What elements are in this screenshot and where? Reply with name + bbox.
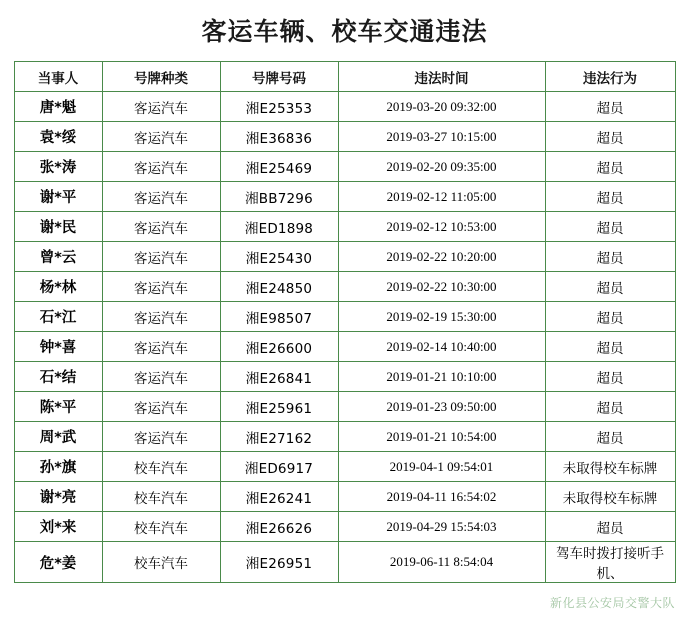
cell-violation-behavior: 未取得校车标牌 — [545, 482, 675, 512]
cell-violation-time: 2019-04-29 15:54:03 — [338, 512, 545, 542]
column-header-party: 当事人 — [14, 62, 102, 92]
cell-party: 谢*亮 — [14, 482, 102, 512]
cell-party: 张*涛 — [14, 152, 102, 182]
cell-violation-behavior: 超员 — [545, 332, 675, 362]
cell-plate-number: 湘E25353 — [220, 92, 338, 122]
table-row — [14, 512, 675, 542]
cell-violation-behavior: 超员 — [545, 92, 675, 122]
cell-violation-behavior: 超员 — [545, 392, 675, 422]
cell-violation-behavior: 超员 — [545, 362, 675, 392]
table-body — [14, 92, 675, 583]
table-row — [14, 212, 675, 242]
cell-plate-type: 校车汽车 — [102, 542, 220, 583]
cell-plate-type: 客运汽车 — [102, 212, 220, 242]
cell-plate-number: 湘E26241 — [220, 482, 338, 512]
cell-party: 曾*云 — [14, 242, 102, 272]
cell-violation-behavior: 驾车时拨打接听手机、 — [545, 542, 675, 583]
cell-plate-number: 湘E36836 — [220, 122, 338, 152]
cell-violation-time: 2019-02-22 10:30:00 — [338, 272, 545, 302]
cell-violation-behavior: 未取得校车标牌 — [545, 452, 675, 482]
cell-plate-number: 湘E98507 — [220, 302, 338, 332]
cell-violation-time: 2019-02-12 11:05:00 — [338, 182, 545, 212]
cell-plate-type: 客运汽车 — [102, 272, 220, 302]
cell-violation-behavior: 超员 — [545, 512, 675, 542]
cell-plate-number: 湘E25961 — [220, 392, 338, 422]
table-row — [14, 302, 675, 332]
column-header-violation-behavior: 违法行为 — [545, 62, 675, 92]
cell-plate-type: 校车汽车 — [102, 482, 220, 512]
table-row — [14, 422, 675, 452]
table-header-row — [14, 62, 675, 92]
column-header-plate-number: 号牌号码 — [220, 62, 338, 92]
cell-plate-type: 客运汽车 — [102, 182, 220, 212]
cell-party: 唐*魁 — [14, 92, 102, 122]
cell-plate-number: 湘E26600 — [220, 332, 338, 362]
cell-violation-behavior: 超员 — [545, 122, 675, 152]
cell-violation-time: 2019-02-19 15:30:00 — [338, 302, 545, 332]
cell-party: 石*江 — [14, 302, 102, 332]
cell-plate-number: 湘E26841 — [220, 362, 338, 392]
cell-violation-time: 2019-02-12 10:53:00 — [338, 212, 545, 242]
cell-violation-behavior: 超员 — [545, 182, 675, 212]
cell-violation-behavior: 超员 — [545, 302, 675, 332]
cell-plate-type: 客运汽车 — [102, 152, 220, 182]
column-header-plate-type: 号牌种类 — [102, 62, 220, 92]
cell-violation-time: 2019-02-22 10:20:00 — [338, 242, 545, 272]
cell-plate-number: 湘E26626 — [220, 512, 338, 542]
table-row — [14, 542, 675, 583]
cell-plate-type: 客运汽车 — [102, 302, 220, 332]
table-row — [14, 182, 675, 212]
cell-party: 孙*旗 — [14, 452, 102, 482]
column-header-violation-time: 违法时间 — [338, 62, 545, 92]
cell-plate-number: 湘ED1898 — [220, 212, 338, 242]
cell-party: 周*武 — [14, 422, 102, 452]
cell-party: 钟*喜 — [14, 332, 102, 362]
cell-party: 谢*平 — [14, 182, 102, 212]
table-row — [14, 152, 675, 182]
cell-violation-time: 2019-03-27 10:15:00 — [338, 122, 545, 152]
cell-plate-type: 客运汽车 — [102, 242, 220, 272]
cell-party: 危*姜 — [14, 542, 102, 583]
table-row — [14, 452, 675, 482]
cell-plate-type: 校车汽车 — [102, 452, 220, 482]
cell-plate-type: 校车汽车 — [102, 512, 220, 542]
table-row — [14, 332, 675, 362]
cell-plate-number: 湘E25430 — [220, 242, 338, 272]
table-row — [14, 122, 675, 152]
cell-party: 石*结 — [14, 362, 102, 392]
cell-plate-type: 客运汽车 — [102, 422, 220, 452]
cell-violation-behavior: 超员 — [545, 152, 675, 182]
cell-violation-behavior: 超员 — [545, 212, 675, 242]
cell-violation-time: 2019-01-21 10:54:00 — [338, 422, 545, 452]
table-row — [14, 272, 675, 302]
cell-violation-behavior: 超员 — [545, 242, 675, 272]
cell-party: 谢*民 — [14, 212, 102, 242]
cell-violation-time: 2019-01-23 09:50:00 — [338, 392, 545, 422]
cell-plate-type: 客运汽车 — [102, 392, 220, 422]
cell-plate-number: 湘E27162 — [220, 422, 338, 452]
cell-party: 袁*绥 — [14, 122, 102, 152]
cell-plate-number: 湘E25469 — [220, 152, 338, 182]
cell-party: 刘*来 — [14, 512, 102, 542]
cell-plate-type: 客运汽车 — [102, 332, 220, 362]
cell-plate-number: 湘BB7296 — [220, 182, 338, 212]
cell-violation-time: 2019-06-11 8:54:04 — [338, 542, 545, 583]
cell-violation-time: 2019-04-1 09:54:01 — [338, 452, 545, 482]
table-row — [14, 242, 675, 272]
table-row — [14, 482, 675, 512]
watermark: 新化县公安局交警大队 — [549, 596, 675, 610]
cell-plate-type: 客运汽车 — [102, 92, 220, 122]
cell-violation-time: 2019-02-20 09:35:00 — [338, 152, 545, 182]
cell-violation-time: 2019-03-20 09:32:00 — [338, 92, 545, 122]
table-row — [14, 392, 675, 422]
violations-table — [14, 61, 676, 583]
cell-plate-number: 湘E24850 — [220, 272, 338, 302]
page-title: 客运车辆、校车交通违法 — [201, 17, 488, 46]
cell-plate-number: 湘E26951 — [220, 542, 338, 583]
cell-party: 陈*平 — [14, 392, 102, 422]
cell-violation-time: 2019-01-21 10:10:00 — [338, 362, 545, 392]
cell-violation-behavior: 超员 — [545, 422, 675, 452]
cell-violation-time: 2019-04-11 16:54:02 — [338, 482, 545, 512]
cell-violation-time: 2019-02-14 10:40:00 — [338, 332, 545, 362]
cell-plate-type: 客运汽车 — [102, 362, 220, 392]
cell-plate-type: 客运汽车 — [102, 122, 220, 152]
cell-plate-number: 湘ED6917 — [220, 452, 338, 482]
cell-party: 杨*林 — [14, 272, 102, 302]
table-row — [14, 92, 675, 122]
table-row — [14, 362, 675, 392]
cell-violation-behavior: 超员 — [545, 272, 675, 302]
